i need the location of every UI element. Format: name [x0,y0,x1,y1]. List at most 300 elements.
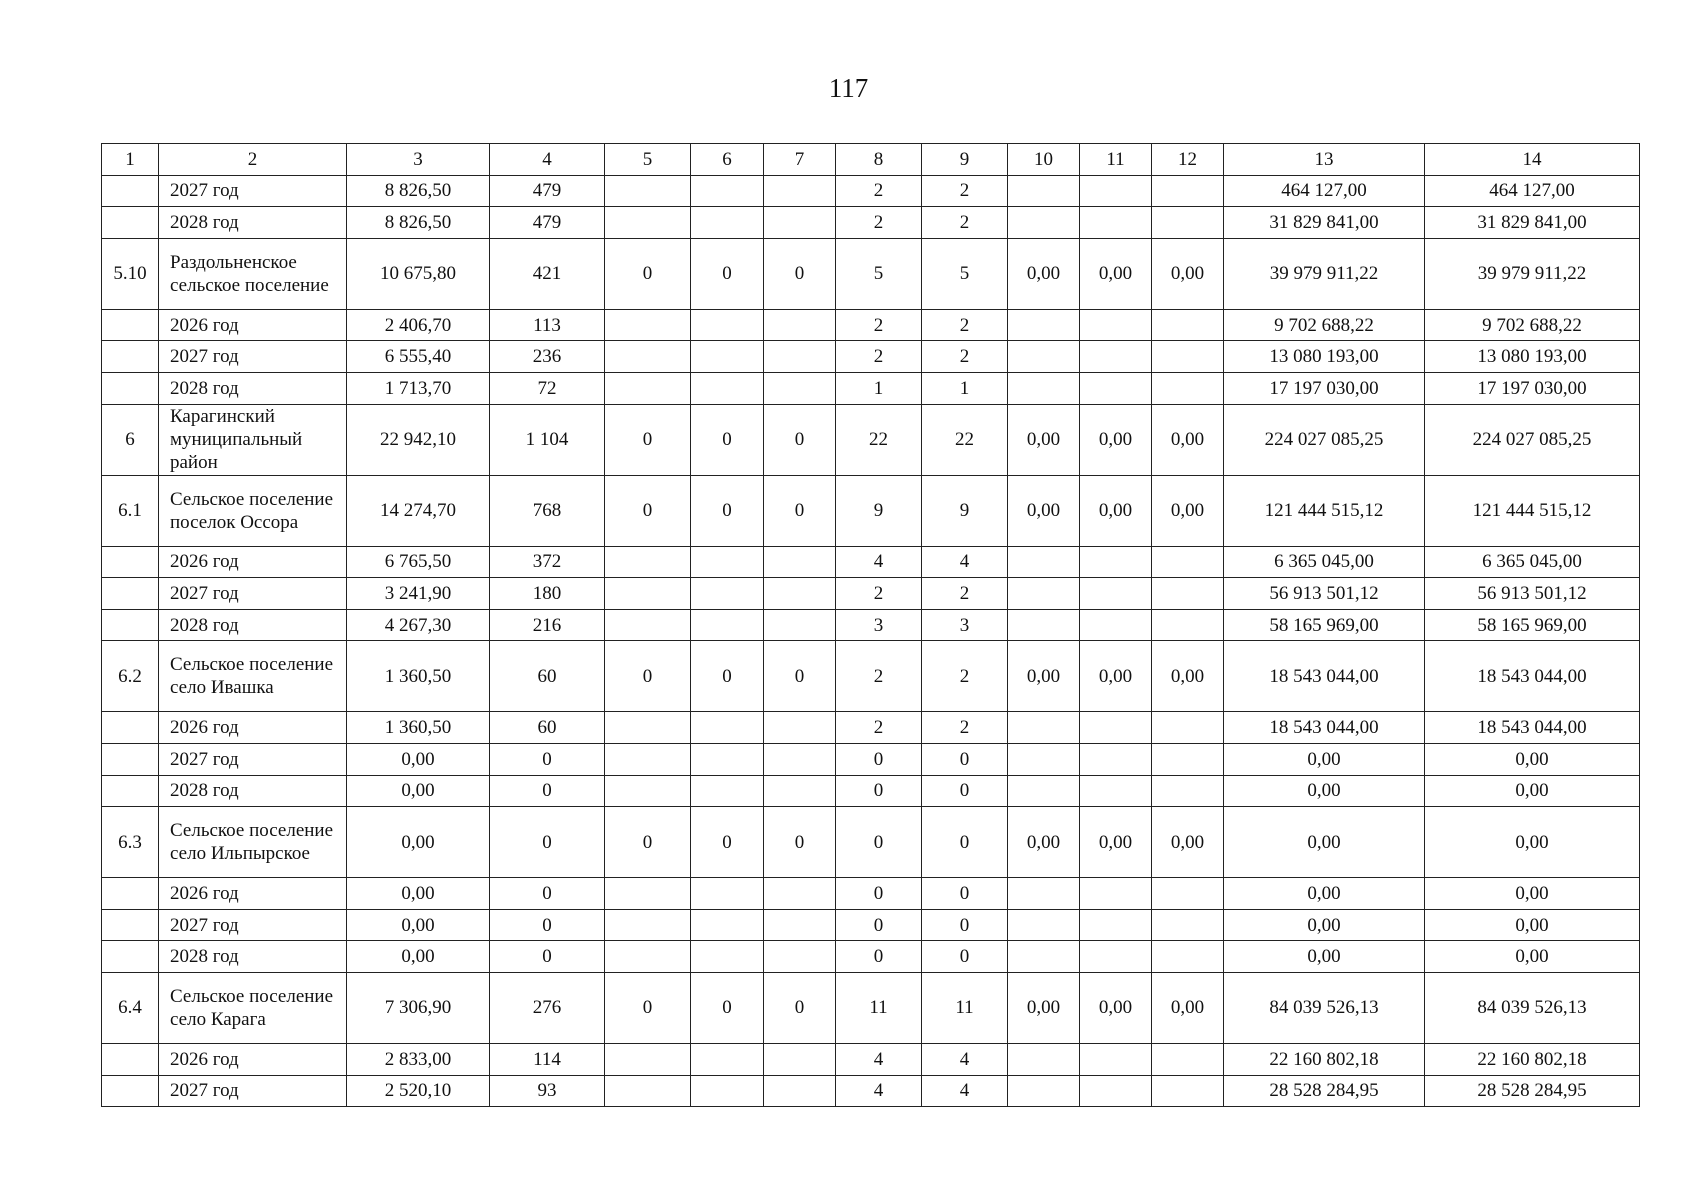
column-header: 9 [922,144,1008,176]
table-cell: 5 [836,238,922,309]
row-name-cell: 2026 год [159,309,347,341]
row-name-cell: Раздольненское сельское поселение [159,238,347,309]
table-cell: 0,00 [1080,641,1152,712]
table-cell [691,207,764,239]
table-cell: 0,00 [1008,641,1080,712]
table-cell [1008,743,1080,775]
table-row [102,775,1640,807]
table-cell [605,609,691,641]
table-cell: 0,00 [1008,475,1080,546]
row-name-cell: 2027 год [159,175,347,207]
table-cell: 6 365 045,00 [1425,546,1640,578]
table-cell [691,775,764,807]
table-cell: 0 [691,404,764,475]
table-cell: 0 [764,475,836,546]
table-cell [764,1075,836,1107]
table-cell: 224 027 085,25 [1425,404,1640,475]
row-number-cell: 5.10 [102,238,159,309]
table-cell: 0,00 [1080,475,1152,546]
column-header: 6 [691,144,764,176]
table-cell: 0 [836,909,922,941]
table-cell: 0 [922,878,1008,910]
row-name-cell: 2027 год [159,1075,347,1107]
table-cell: 2 [836,578,922,610]
table-cell: 372 [490,546,605,578]
table-cell: 8 826,50 [347,175,490,207]
table-cell: 1 713,70 [347,372,490,404]
table-cell: 0,00 [1425,743,1640,775]
table-cell: 1 360,50 [347,641,490,712]
table-cell: 4 [922,546,1008,578]
column-header: 2 [159,144,347,176]
row-number-cell: 6.1 [102,475,159,546]
table-cell: 464 127,00 [1224,175,1425,207]
table-cell [605,712,691,744]
table-cell [605,175,691,207]
table-cell: 0,00 [1152,475,1224,546]
row-number-cell [102,578,159,610]
table-cell: 0 [836,807,922,878]
table-cell [764,775,836,807]
table-cell: 1 [836,372,922,404]
table-cell [1080,1075,1152,1107]
table-cell: 236 [490,341,605,373]
table-cell: 0,00 [1224,878,1425,910]
table-cell [605,341,691,373]
column-header: 7 [764,144,836,176]
table-cell: 0 [605,972,691,1043]
table-cell: 9 702 688,22 [1224,309,1425,341]
table-cell [1080,175,1152,207]
table-cell [1008,1043,1080,1075]
table-cell [1008,341,1080,373]
row-number-cell: 6 [102,404,159,475]
table-cell: 0 [922,743,1008,775]
table-cell: 14 274,70 [347,475,490,546]
table-cell [764,309,836,341]
table-cell [764,546,836,578]
table-cell: 31 829 841,00 [1425,207,1640,239]
table-cell: 0,00 [1224,909,1425,941]
table-cell: 768 [490,475,605,546]
table-cell [764,372,836,404]
table-cell: 6 555,40 [347,341,490,373]
table-cell [1152,878,1224,910]
table-cell [1008,878,1080,910]
table-cell [1080,1043,1152,1075]
table-cell: 13 080 193,00 [1224,341,1425,373]
table-cell [1152,775,1224,807]
table-cell [764,609,836,641]
row-name-cell: Сельское поселение село Ильпырское [159,807,347,878]
table-cell: 0 [605,475,691,546]
table-cell: 216 [490,609,605,641]
row-number-cell [102,341,159,373]
table-row [102,546,1640,578]
table-cell [1152,207,1224,239]
table-cell [691,1075,764,1107]
table-cell: 0 [922,909,1008,941]
table-cell: 18 543 044,00 [1425,712,1640,744]
table-cell: 121 444 515,12 [1224,475,1425,546]
table-cell: 22 160 802,18 [1425,1043,1640,1075]
column-header: 12 [1152,144,1224,176]
table-cell: 0,00 [347,941,490,973]
table-cell: 13 080 193,00 [1425,341,1640,373]
column-header: 10 [1008,144,1080,176]
table-cell: 4 [836,1043,922,1075]
row-number-cell [102,207,159,239]
table-row [102,609,1640,641]
table-cell: 3 [836,609,922,641]
row-number-cell [102,546,159,578]
table-cell [1152,309,1224,341]
row-name-cell: 2028 год [159,941,347,973]
table-cell: 0 [764,972,836,1043]
table-cell: 39 979 911,22 [1224,238,1425,309]
table-cell [1152,546,1224,578]
table-cell [1008,712,1080,744]
table-cell [1080,712,1152,744]
table-cell: 4 [922,1043,1008,1075]
row-number-cell [102,775,159,807]
table-row [102,1075,1640,1107]
table-cell [691,609,764,641]
data-table [101,143,1640,1107]
table-cell [1152,175,1224,207]
row-number-cell [102,743,159,775]
table-cell [1008,309,1080,341]
table-cell: 0 [922,775,1008,807]
table-cell: 18 543 044,00 [1425,641,1640,712]
table-cell: 224 027 085,25 [1224,404,1425,475]
table-cell [1152,1075,1224,1107]
table-cell: 4 [836,546,922,578]
row-number-cell [102,372,159,404]
row-name-cell: 2028 год [159,609,347,641]
table-cell: 0 [691,641,764,712]
table-cell: 0 [490,878,605,910]
table-cell: 0,00 [1152,807,1224,878]
table-cell: 113 [490,309,605,341]
table-cell: 0 [605,641,691,712]
table-cell: 0,00 [1008,404,1080,475]
table-cell [691,341,764,373]
table-cell: 0,00 [1152,972,1224,1043]
table-cell [1152,1043,1224,1075]
table-cell: 2 [836,207,922,239]
row-name-cell: 2028 год [159,775,347,807]
table-cell [1008,372,1080,404]
table-cell: 0 [691,238,764,309]
table-cell: 0,00 [1425,878,1640,910]
table-cell [1080,341,1152,373]
table-cell [605,1043,691,1075]
table-cell [1008,546,1080,578]
table-cell: 479 [490,207,605,239]
table-cell [605,309,691,341]
table-cell: 9 [922,475,1008,546]
table-cell: 114 [490,1043,605,1075]
table-cell [605,909,691,941]
table-cell: 1 360,50 [347,712,490,744]
table-cell [691,909,764,941]
table-cell: 0,00 [347,807,490,878]
table-row [102,238,1640,309]
table-cell: 0 [490,909,605,941]
table-row [102,207,1640,239]
column-header: 5 [605,144,691,176]
row-name-cell: 2026 год [159,878,347,910]
table-cell [1080,878,1152,910]
row-number-cell: 6.4 [102,972,159,1043]
column-header: 8 [836,144,922,176]
table-cell [1008,578,1080,610]
row-number-cell [102,878,159,910]
table-cell: 0,00 [1152,238,1224,309]
row-name-cell: 2027 год [159,909,347,941]
table-cell: 84 039 526,13 [1425,972,1640,1043]
table-cell [1008,609,1080,641]
column-header: 13 [1224,144,1425,176]
table-row [102,712,1640,744]
row-number-cell [102,175,159,207]
table-cell: 6 765,50 [347,546,490,578]
table-cell: 0 [764,807,836,878]
table-cell [605,941,691,973]
table-cell [1080,578,1152,610]
table-cell [1152,712,1224,744]
table-cell [1152,609,1224,641]
table-cell [764,175,836,207]
table-cell: 0 [764,238,836,309]
table-row [102,972,1640,1043]
table-cell: 4 267,30 [347,609,490,641]
table-cell: 0 [836,743,922,775]
table-cell: 60 [490,712,605,744]
table-cell [1080,909,1152,941]
header-row [102,144,1640,176]
table-cell: 0 [764,404,836,475]
row-number-cell [102,909,159,941]
table-cell: 6 365 045,00 [1224,546,1425,578]
row-name-cell: 2026 год [159,546,347,578]
column-header: 4 [490,144,605,176]
table-cell [764,712,836,744]
table-row [102,909,1640,941]
table-cell [1080,372,1152,404]
table-cell: 0 [922,807,1008,878]
table-cell [605,878,691,910]
table-cell: 0,00 [1152,641,1224,712]
table-cell: 2 [836,641,922,712]
table-cell: 18 543 044,00 [1224,641,1425,712]
table-cell: 2 833,00 [347,1043,490,1075]
table-cell: 479 [490,175,605,207]
table-cell [1008,1075,1080,1107]
table-cell [764,909,836,941]
table-cell: 28 528 284,95 [1425,1075,1640,1107]
table-cell: 2 [922,309,1008,341]
table-cell: 421 [490,238,605,309]
table-cell [1080,207,1152,239]
table-cell: 0 [490,775,605,807]
table-cell: 0,00 [1008,972,1080,1043]
row-number-cell: 6.3 [102,807,159,878]
table-cell: 31 829 841,00 [1224,207,1425,239]
table-cell: 2 520,10 [347,1075,490,1107]
table-cell [1080,609,1152,641]
table-cell [1152,341,1224,373]
table-cell: 60 [490,641,605,712]
table-cell [605,775,691,807]
table-cell: 0,00 [347,775,490,807]
table-cell: 2 [922,712,1008,744]
column-header: 3 [347,144,490,176]
table-cell: 18 543 044,00 [1224,712,1425,744]
table-row [102,578,1640,610]
row-name-cell: Сельское поселение село Карага [159,972,347,1043]
table-cell: 0 [691,475,764,546]
table-cell: 0,00 [1080,807,1152,878]
table-cell: 2 [836,341,922,373]
column-header: 11 [1080,144,1152,176]
table-cell: 2 [922,341,1008,373]
table-cell: 4 [836,1075,922,1107]
table-cell: 9 [836,475,922,546]
table-cell: 0,00 [1080,972,1152,1043]
table-cell [764,878,836,910]
table-cell [691,175,764,207]
column-header: 14 [1425,144,1640,176]
table-cell [1008,207,1080,239]
table-cell [1152,941,1224,973]
row-number-cell [102,1043,159,1075]
table-cell [691,1043,764,1075]
row-name-cell: 2026 год [159,712,347,744]
table-cell: 0 [836,775,922,807]
row-name-cell: 2026 год [159,1043,347,1075]
table-cell [1080,309,1152,341]
table-cell [605,372,691,404]
table-cell: 58 165 969,00 [1425,609,1640,641]
table-body [102,144,1640,1107]
table-cell [764,207,836,239]
table-row [102,807,1640,878]
table-cell: 2 [922,578,1008,610]
row-name-cell: Карагинский муниципальный район [159,404,347,475]
table-cell [1008,941,1080,973]
table-cell: 0,00 [1008,238,1080,309]
table-cell [1008,909,1080,941]
table-cell: 0 [490,743,605,775]
table-cell: 0 [605,238,691,309]
table-cell: 9 702 688,22 [1425,309,1640,341]
table-cell: 3 [922,609,1008,641]
table-cell: 56 913 501,12 [1425,578,1640,610]
table-cell [1080,941,1152,973]
table-cell: 0 [691,972,764,1043]
table-row [102,475,1640,546]
table-cell [1008,775,1080,807]
table-cell: 3 241,90 [347,578,490,610]
table-cell: 39 979 911,22 [1425,238,1640,309]
table-cell: 0,00 [1080,404,1152,475]
table-cell [605,1075,691,1107]
table-row [102,1043,1640,1075]
table-cell: 0,00 [347,743,490,775]
table-row [102,309,1640,341]
table-cell: 84 039 526,13 [1224,972,1425,1043]
table-cell [605,207,691,239]
table-cell [1080,546,1152,578]
row-name-cell: 2027 год [159,341,347,373]
table-cell [764,341,836,373]
table-cell [605,546,691,578]
row-number-cell [102,309,159,341]
table-cell: 0,00 [347,909,490,941]
table-cell [1152,578,1224,610]
table-cell: 2 [836,309,922,341]
row-number-cell [102,941,159,973]
table-cell: 28 528 284,95 [1224,1075,1425,1107]
table-cell: 0,00 [1224,807,1425,878]
column-header: 1 [102,144,159,176]
table-cell: 0,00 [1080,238,1152,309]
table-cell [691,743,764,775]
table-cell [691,309,764,341]
table-cell: 2 [922,207,1008,239]
row-number-cell [102,712,159,744]
table-cell: 22 [836,404,922,475]
table-cell: 0 [490,807,605,878]
table-cell: 22 942,10 [347,404,490,475]
row-name-cell: 2028 год [159,207,347,239]
table-cell: 0,00 [1425,909,1640,941]
table-cell: 2 406,70 [347,309,490,341]
table-cell: 11 [836,972,922,1043]
table-cell [764,743,836,775]
table-cell: 0 [605,404,691,475]
row-number-cell [102,609,159,641]
table-cell: 464 127,00 [1425,175,1640,207]
row-name-cell: Сельское поселение село Ивашка [159,641,347,712]
table-cell: 180 [490,578,605,610]
table-cell: 1 [922,372,1008,404]
row-number-cell: 6.2 [102,641,159,712]
table-cell: 5 [922,238,1008,309]
table-row [102,641,1640,712]
table-cell [691,546,764,578]
table-cell: 1 104 [490,404,605,475]
table-row [102,941,1640,973]
table-cell [605,578,691,610]
table-cell [764,578,836,610]
table-cell: 93 [490,1075,605,1107]
table-cell: 58 165 969,00 [1224,609,1425,641]
table-cell [1080,775,1152,807]
table-cell [1152,743,1224,775]
table-cell [1152,909,1224,941]
table-cell: 72 [490,372,605,404]
table-cell: 0 [836,941,922,973]
table-cell: 22 160 802,18 [1224,1043,1425,1075]
table-cell: 56 913 501,12 [1224,578,1425,610]
table-cell [605,743,691,775]
table-cell: 0,00 [1425,775,1640,807]
table-cell [691,941,764,973]
table-cell [1008,175,1080,207]
